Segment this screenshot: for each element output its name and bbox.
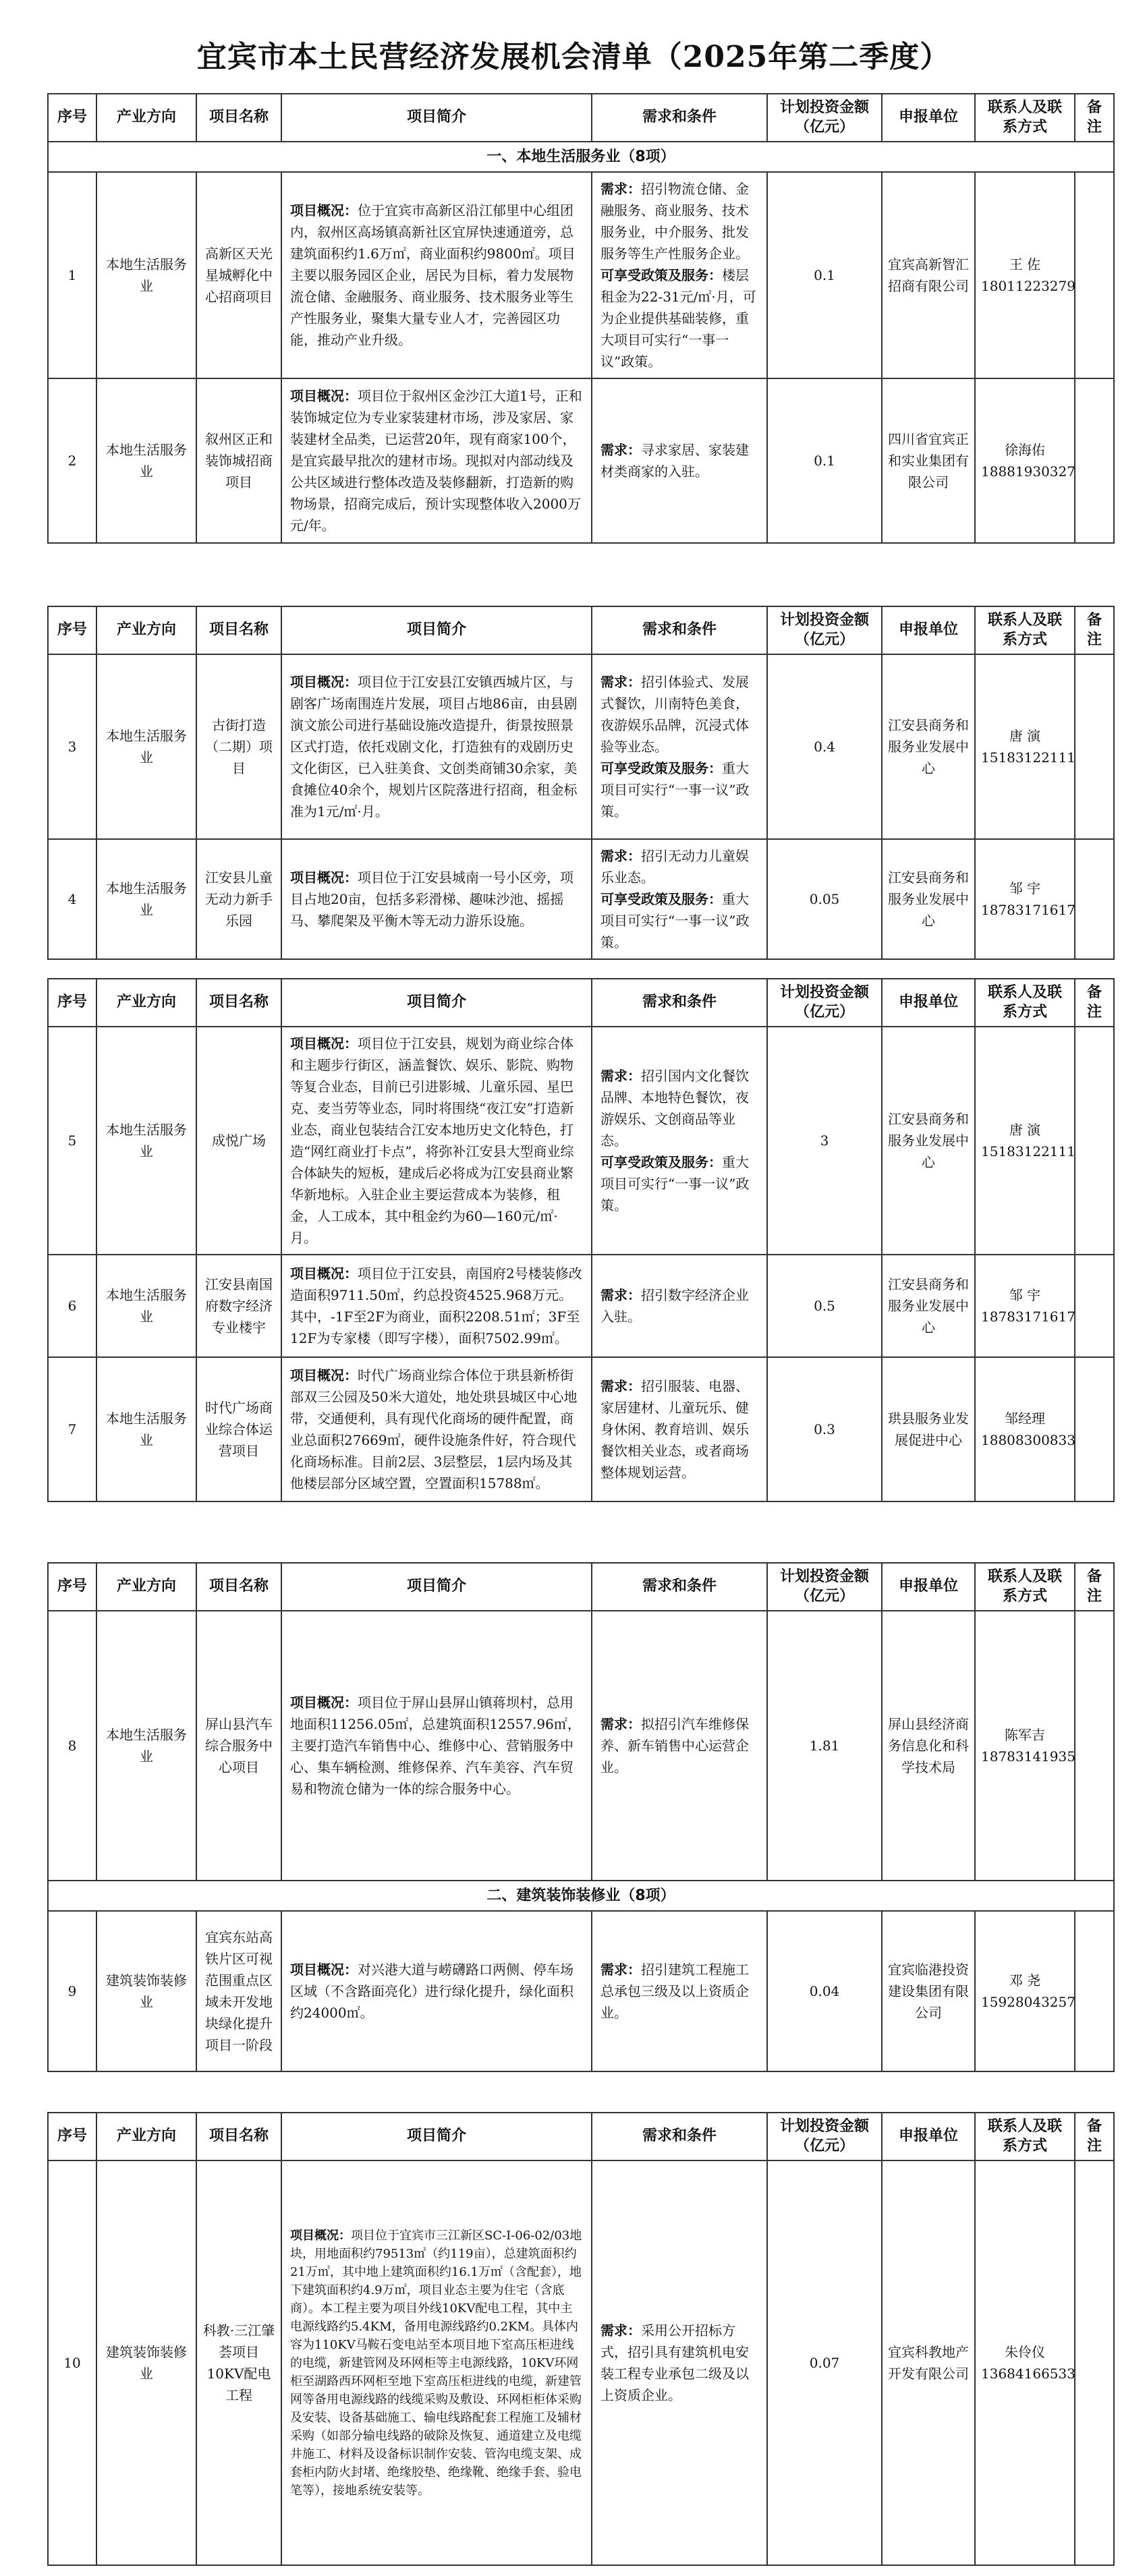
col-header-unit: 申报单位	[882, 2113, 975, 2160]
row-demand	[592, 2160, 767, 2565]
row-contact	[975, 839, 1075, 959]
demand-label: 需求：	[600, 1378, 641, 1395]
row-industry: 建筑装饰装修业	[96, 1911, 196, 2071]
col-header-invest: 计划投资金额（亿元）	[767, 2113, 882, 2160]
section-row	[48, 1881, 1114, 1911]
row-name: 江安县南国府数字经济专业楼宇	[196, 1255, 281, 1357]
col-header-name: 项目名称	[196, 979, 281, 1027]
row-remark	[1075, 378, 1114, 543]
row-contact	[975, 1027, 1075, 1255]
row-contact	[975, 1911, 1075, 2071]
intro-text: 时代广场商业综合体位于珙县新桥街部双三公园及50米大道处，地处珙县城区中心地带，交通便利，具有现代化商场的硬件配置，商业总面积27669㎡，硬件设施条件好，符合现代化商场标准。目前2层、3层整层，1层内场及其他楼层部分区域空置，空置面积15788㎡。	[290, 1367, 578, 1492]
demand-text: 招引数字经济企业入驻。	[600, 1287, 749, 1325]
col-header-remark: 备注	[1075, 1563, 1114, 1611]
row-industry: 建筑装饰装修业	[96, 2160, 196, 2565]
col-header-contact: 联系人及联系方式	[975, 2113, 1075, 2160]
col-header-intro: 项目简介	[281, 1563, 592, 1611]
row-remark	[1075, 1027, 1114, 1255]
contact-phone: 18011223279	[981, 278, 1075, 295]
row-demand	[592, 1357, 767, 1501]
row-industry: 本地生活服务业	[96, 839, 196, 959]
row-remark	[1075, 2160, 1114, 2565]
policy-text: 重大项目可实行“一事一议”政策。	[600, 760, 750, 820]
intro-label: 项目概况：	[290, 1694, 358, 1711]
demand-label: 需求：	[600, 1962, 641, 1978]
row-intro	[281, 839, 592, 959]
col-header-industry: 产业方向	[96, 1563, 196, 1611]
demand-label: 需求：	[600, 1287, 641, 1304]
row-name: 成悦广场	[196, 1027, 281, 1255]
policy-label: 可享受政策及服务：	[600, 267, 722, 284]
col-header-intro: 项目简介	[281, 606, 592, 654]
row-no: 1	[48, 172, 96, 378]
contact-name: 陈军吉	[1005, 1727, 1045, 1744]
col-header-name: 项目名称	[196, 94, 281, 142]
row-contact	[975, 1611, 1075, 1881]
policy-text: 楼层租金为22-31元/㎡·月，可为企业提供基础装修，重大项目可实行“一事一议”政策。	[600, 267, 756, 370]
row-invest: 0.05	[767, 839, 882, 959]
row-unit: 屏山县经济商务信息化和科学技术局	[882, 1611, 975, 1881]
contact-name: 徐海佑	[1005, 442, 1045, 459]
col-header-industry: 产业方向	[96, 94, 196, 142]
col-header-invest: 计划投资金额（亿元）	[767, 94, 882, 142]
demand-label: 需求：	[600, 181, 641, 198]
row-no: 7	[48, 1357, 96, 1501]
table-row	[48, 1911, 1114, 2071]
row-unit: 珙县服务业发展促进中心	[882, 1357, 975, 1501]
col-header-name: 项目名称	[196, 1563, 281, 1611]
contact-phone: 15183122111	[981, 749, 1075, 766]
col-header-unit: 申报单位	[882, 606, 975, 654]
table-row	[48, 1255, 1114, 1357]
row-name: 屏山县汽车综合服务中心项目	[196, 1611, 281, 1881]
col-header-demand: 需求和条件	[592, 606, 767, 654]
table-block-4	[47, 1562, 1113, 2072]
row-name: 高新区天光星城孵化中心招商项目	[196, 172, 281, 378]
col-header-contact: 联系人及联系方式	[975, 94, 1075, 142]
row-no: 3	[48, 654, 96, 839]
section-title: 二、建筑装饰装修业（8项）	[48, 1881, 1114, 1911]
row-contact	[975, 1357, 1075, 1501]
opportunity-table	[47, 978, 1115, 1502]
row-remark	[1075, 839, 1114, 959]
row-remark	[1075, 1911, 1114, 2071]
row-contact	[975, 1255, 1075, 1357]
policy-text: 重大项目可实行“一事一议”政策。	[600, 891, 750, 951]
demand-label: 需求：	[600, 674, 641, 691]
row-name: 江安县儿童无动力新手乐园	[196, 839, 281, 959]
row-intro	[281, 1255, 592, 1357]
table-header-row	[48, 94, 1114, 142]
row-industry: 本地生活服务业	[96, 1357, 196, 1501]
row-no: 5	[48, 1027, 96, 1255]
row-demand	[592, 1027, 767, 1255]
col-header-industry: 产业方向	[96, 606, 196, 654]
col-header-intro: 项目简介	[281, 979, 592, 1027]
row-intro	[281, 1911, 592, 2071]
contact-name: 邹经理	[1005, 1410, 1045, 1427]
intro-label: 项目概况：	[290, 2228, 351, 2243]
demand-label: 需求：	[600, 442, 641, 459]
row-unit: 宜宾临港投资建设集团有限公司	[882, 1911, 975, 2071]
section-title: 一、本地生活服务业（8项）	[48, 142, 1114, 172]
demand-text: 招引无动力儿童娱乐业态。	[600, 848, 749, 886]
row-invest: 3	[767, 1027, 882, 1255]
col-header-no: 序号	[48, 94, 96, 142]
row-no: 8	[48, 1611, 96, 1881]
row-industry: 本地生活服务业	[96, 172, 196, 378]
col-header-contact: 联系人及联系方式	[975, 1563, 1075, 1611]
intro-text: 位于宜宾市高新区沿江郁里中心组团内，叙州区高场镇高新社区宜屏快速通道旁，总建筑面积约1.6万㎡，商业面积约9800㎡。项目主要以服务园区企业，居民为目标，着力发展物流仓储、金融服务、商业服务、技术服务业等生产性服务业，聚集大量专业人才，完善园区功能，推动产业升级。	[290, 202, 576, 349]
col-header-no: 序号	[48, 606, 96, 654]
demand-label: 需求：	[600, 848, 641, 865]
row-contact	[975, 172, 1075, 378]
col-header-intro: 项目简介	[281, 2113, 592, 2160]
table-block-2	[47, 606, 1113, 960]
row-invest: 0.4	[767, 654, 882, 839]
policy-label: 可享受政策及服务：	[600, 760, 722, 777]
row-no: 2	[48, 378, 96, 543]
col-header-contact: 联系人及联系方式	[975, 979, 1075, 1027]
intro-text: 项目位于宜宾市三江新区SC-I-06-02/03地块，用地面积约79513㎡（约119亩），总建筑面积约21万㎡，其中地上建筑面积约16.1万㎡（含配套），地下建筑面积约4.9万㎡，项目业态主要为住宅（含底商）。本工程主要为项目外线10KV配电工程，其中主电源线路约5.4KM，备用电源线路约0.2KM。具体内容为110KV马鞍石变电站至本项目地下室高压柜进线的电缆，新建管网及环网柜等主电源线路，10KV环网柜至湖路西环网柜至地下室高压柜进线的电缆，新建管网等备用电源线路的线缆采购及敷设、环网柜柜体采购及安装、设备基础施工、输电线路配套工程施工及辅材采购（如部分输电线路的破除及恢复、通道建立及电缆井施工、材料及设备标识制作安装、管沟电缆支架、成套柜内防火封堵、绝缘胶垫、绝缘靴、绝缘手套、验电笔等），接地系统安装等。	[290, 2228, 582, 2498]
row-intro	[281, 378, 592, 543]
row-unit: 江安县商务和服务业发展中心	[882, 1255, 975, 1357]
opportunity-table	[47, 1562, 1115, 2072]
row-demand	[592, 1611, 767, 1881]
row-contact	[975, 378, 1075, 543]
row-name: 叙州区正和装饰城招商项目	[196, 378, 281, 543]
row-demand	[592, 1911, 767, 2071]
intro-label: 项目概况：	[290, 1035, 358, 1052]
opportunity-table	[47, 606, 1115, 960]
col-header-demand: 需求和条件	[592, 979, 767, 1027]
col-header-contact: 联系人及联系方式	[975, 606, 1075, 654]
intro-text: 项目位于江安县，南国府2号楼装修改造面积9711.50㎡，约总投资4525.968万元。其中，-1F至2F为商业，面积2208.51㎡；3F至12F为专家楼（即写字楼），面积7502.99㎡。	[290, 1265, 582, 1347]
row-no: 10	[48, 2160, 96, 2565]
contact-name: 唐 演	[1009, 1122, 1041, 1139]
row-name: 时代广场商业综合体运营项目	[196, 1357, 281, 1501]
demand-text: 拟招引汽车维修保养、新车销售中心运营企业。	[600, 1716, 749, 1776]
row-intro	[281, 1357, 592, 1501]
row-industry: 本地生活服务业	[96, 378, 196, 543]
contact-phone: 18783141935	[981, 1748, 1075, 1765]
row-invest: 0.04	[767, 1911, 882, 2071]
row-invest: 1.81	[767, 1611, 882, 1881]
contact-phone: 18783171617	[981, 902, 1075, 919]
demand-text: 招引体验式、发展式餐饮，川南特色美食，夜游娱乐品牌，沉浸式体验等业态。	[600, 674, 749, 755]
col-header-demand: 需求和条件	[592, 94, 767, 142]
table-row	[48, 654, 1114, 839]
row-demand	[592, 378, 767, 543]
col-header-industry: 产业方向	[96, 979, 196, 1027]
table-row	[48, 1027, 1114, 1255]
table-header-row	[48, 2113, 1114, 2160]
row-no: 9	[48, 1911, 96, 2071]
col-header-remark: 备注	[1075, 94, 1114, 142]
table-header-row	[48, 979, 1114, 1027]
table-block-5	[47, 2112, 1113, 2566]
col-header-invest: 计划投资金额（亿元）	[767, 1563, 882, 1611]
contact-name: 唐 演	[1009, 728, 1041, 745]
contact-name: 王 佐	[1009, 256, 1041, 273]
row-unit: 江安县商务和服务业发展中心	[882, 839, 975, 959]
intro-label: 项目概况：	[290, 388, 358, 405]
intro-text: 项目位于江安县江安镇西城片区，与剧客广场南围连片发展，项目占地86亩，由县剧演文旅公司进行基础设施改造提升，街景按照景区式打造，依托戏剧文化，打造独有的戏剧历史文化街区，已入驻美食、文创类商铺30余家，美食摊位40余个，规划片区院落进行招商，租金标准为1元/㎡·月。	[290, 674, 578, 820]
row-contact	[975, 2160, 1075, 2565]
col-header-unit: 申报单位	[882, 979, 975, 1027]
contact-name: 邹 宇	[1009, 1287, 1041, 1304]
col-header-invest: 计划投资金额（亿元）	[767, 979, 882, 1027]
row-invest: 0.5	[767, 1255, 882, 1357]
contact-name: 朱伶仪	[1005, 2344, 1045, 2361]
intro-text: 项目位于江安县城南一号小区旁，项目占地20亩，包括多彩滑梯、趣味沙池、摇摇马、攀爬架及平衡木等无动力游乐设施。	[290, 869, 574, 929]
row-name: 古街打造（二期）项目	[196, 654, 281, 839]
intro-label: 项目概况：	[290, 1367, 358, 1384]
col-header-name: 项目名称	[196, 606, 281, 654]
row-intro	[281, 1611, 592, 1881]
row-unit: 江安县商务和服务业发展中心	[882, 1027, 975, 1255]
table-header-row	[48, 606, 1114, 654]
opportunity-table	[47, 93, 1115, 544]
intro-text: 项目位于江安县，规划为商业综合体和主题步行街区，涵盖餐饮、娱乐、影院、购物等复合业态，目前已引进影城、儿童乐园、星巴克、麦当劳等业态，同时将围绕“夜江安”打造新业态，商业包装结合江安本地历史文化特色，打造“网红商业打卡点”，将弥补江安县大型商业综合体缺失的短板，建成后必将成为江安县商业繁华新地标。入驻企业主要运营成本为装修，租金，人工成本，其中租金约为60—160元/㎡·月。	[290, 1035, 574, 1247]
row-unit: 江安县商务和服务业发展中心	[882, 654, 975, 839]
row-industry: 本地生活服务业	[96, 1027, 196, 1255]
row-remark	[1075, 172, 1114, 378]
row-no: 6	[48, 1255, 96, 1357]
row-demand	[592, 1255, 767, 1357]
row-remark	[1075, 1357, 1114, 1501]
table-row	[48, 2160, 1114, 2565]
table-block-1	[47, 93, 1113, 544]
row-name: 科教·三江肇荟项目10KV配电工程	[196, 2160, 281, 2565]
intro-text: 项目位于屏山县屏山镇蒋坝村，总用地面积11256.05㎡，总建筑面积12557.96㎡，主要打造汽车销售中心、维修中心、营销服务中心、集车辆检测、维修保养、汽车美容、汽车贸易和物流仓储为一体的综合服务中心。	[290, 1694, 581, 1798]
table-row	[48, 172, 1114, 378]
demand-label: 需求：	[600, 2322, 641, 2339]
table-row	[48, 1357, 1114, 1501]
row-invest: 0.3	[767, 1357, 882, 1501]
contact-phone: 13684166533	[981, 2366, 1075, 2382]
col-header-no: 序号	[48, 2113, 96, 2160]
row-demand	[592, 172, 767, 378]
intro-label: 项目概况：	[290, 202, 358, 219]
page-title: 宜宾市本土民营经济发展机会清单（2025年第二季度）	[196, 40, 951, 74]
col-header-remark: 备注	[1075, 606, 1114, 654]
table-row	[48, 378, 1114, 543]
intro-label: 项目概况：	[290, 674, 358, 691]
row-intro	[281, 2160, 592, 2565]
col-header-demand: 需求和条件	[592, 1563, 767, 1611]
row-industry: 本地生活服务业	[96, 1255, 196, 1357]
col-header-industry: 产业方向	[96, 2113, 196, 2160]
intro-label: 项目概况：	[290, 869, 358, 886]
col-header-invest: 计划投资金额（亿元）	[767, 606, 882, 654]
table-row	[48, 839, 1114, 959]
col-header-unit: 申报单位	[882, 94, 975, 142]
policy-text: 重大项目可实行“一事一议”政策。	[600, 1154, 750, 1214]
row-unit: 宜宾高新智汇招商有限公司	[882, 172, 975, 378]
row-demand	[592, 654, 767, 839]
demand-text: 招引国内文化餐饮品牌、本地特色餐饮，夜游娱乐、文创商品等业态。	[600, 1068, 749, 1149]
demand-text: 寻求家居、家装建材类商家的入驻。	[600, 442, 749, 480]
contact-name: 邓 尧	[1009, 1972, 1041, 1989]
row-remark	[1075, 1611, 1114, 1881]
demand-label: 需求：	[600, 1068, 641, 1085]
row-intro	[281, 1027, 592, 1255]
row-industry: 本地生活服务业	[96, 1611, 196, 1881]
policy-label: 可享受政策及服务：	[600, 891, 722, 908]
intro-text: 项目位于叙州区金沙江大道1号，正和装饰城定位为专业家装建材市场，涉及家居、家装建材全品类，已运营20年，现有商家100个，是宜宾最早批次的建材市场。现拟对内部动线及公共区域进行整体改造及装修翻新，打造新的购物场景，招商完成后，预计实现整体收入2000万元/年。	[290, 388, 582, 534]
row-industry: 本地生活服务业	[96, 654, 196, 839]
col-header-intro: 项目简介	[281, 94, 592, 142]
row-contact	[975, 654, 1075, 839]
row-unit: 宜宾科教地产开发有限公司	[882, 2160, 975, 2565]
row-unit: 四川省宜宾正和实业集团有限公司	[882, 378, 975, 543]
opportunity-table	[47, 2112, 1115, 2566]
table-header-row	[48, 1563, 1114, 1611]
contact-phone: 18783171617	[981, 1309, 1075, 1325]
table-block-3	[47, 978, 1113, 1502]
table-row	[48, 1611, 1114, 1881]
contact-phone: 15183122111	[981, 1143, 1075, 1160]
col-header-remark: 备注	[1075, 2113, 1114, 2160]
intro-label: 项目概况：	[290, 1962, 358, 1978]
contact-phone: 18881930327	[981, 463, 1075, 480]
demand-text: 采用公开招标方式，招引具有建筑机电安装工程专业承包二级及以上资质企业。	[600, 2322, 749, 2404]
contact-name: 邹 宇	[1009, 880, 1041, 897]
row-invest: 0.07	[767, 2160, 882, 2565]
col-header-demand: 需求和条件	[592, 2113, 767, 2160]
contact-phone: 18808300833	[981, 1432, 1075, 1449]
col-header-unit: 申报单位	[882, 1563, 975, 1611]
intro-label: 项目概况：	[290, 1265, 358, 1282]
row-demand	[592, 839, 767, 959]
col-header-remark: 备注	[1075, 979, 1114, 1027]
demand-label: 需求：	[600, 1716, 641, 1733]
demand-text: 招引建筑工程施工总承包三级及以上资质企业。	[600, 1962, 749, 2022]
policy-label: 可享受政策及服务：	[600, 1154, 722, 1171]
section-row	[48, 142, 1114, 172]
col-header-no: 序号	[48, 979, 96, 1027]
contact-phone: 15928043257	[981, 1994, 1075, 2011]
row-intro	[281, 654, 592, 839]
row-no: 4	[48, 839, 96, 959]
row-invest: 0.1	[767, 378, 882, 543]
row-intro	[281, 172, 592, 378]
demand-text: 招引物流仓储、金融服务、商业服务、技术服务业，中介服务、批发服务等生产性服务企业。	[600, 181, 749, 262]
intro-text: 对兴港大道与崂礴路口两侧、停车场区域（不含路面亮化）进行绿化提升，绿化面积约24000㎡。	[290, 1962, 574, 2022]
col-header-name: 项目名称	[196, 2113, 281, 2160]
row-invest: 0.1	[767, 172, 882, 378]
row-remark	[1075, 654, 1114, 839]
row-remark	[1075, 1255, 1114, 1357]
row-name: 宜宾东站高铁片区可视范围重点区域未开发地块绿化提升项目一阶段	[196, 1911, 281, 2071]
demand-text: 招引服装、电器、家居建材、儿童玩乐、健身休闲、教育培训、娱乐餐饮相关业态，或者商场整体规划运营。	[600, 1378, 749, 1481]
col-header-no: 序号	[48, 1563, 96, 1611]
